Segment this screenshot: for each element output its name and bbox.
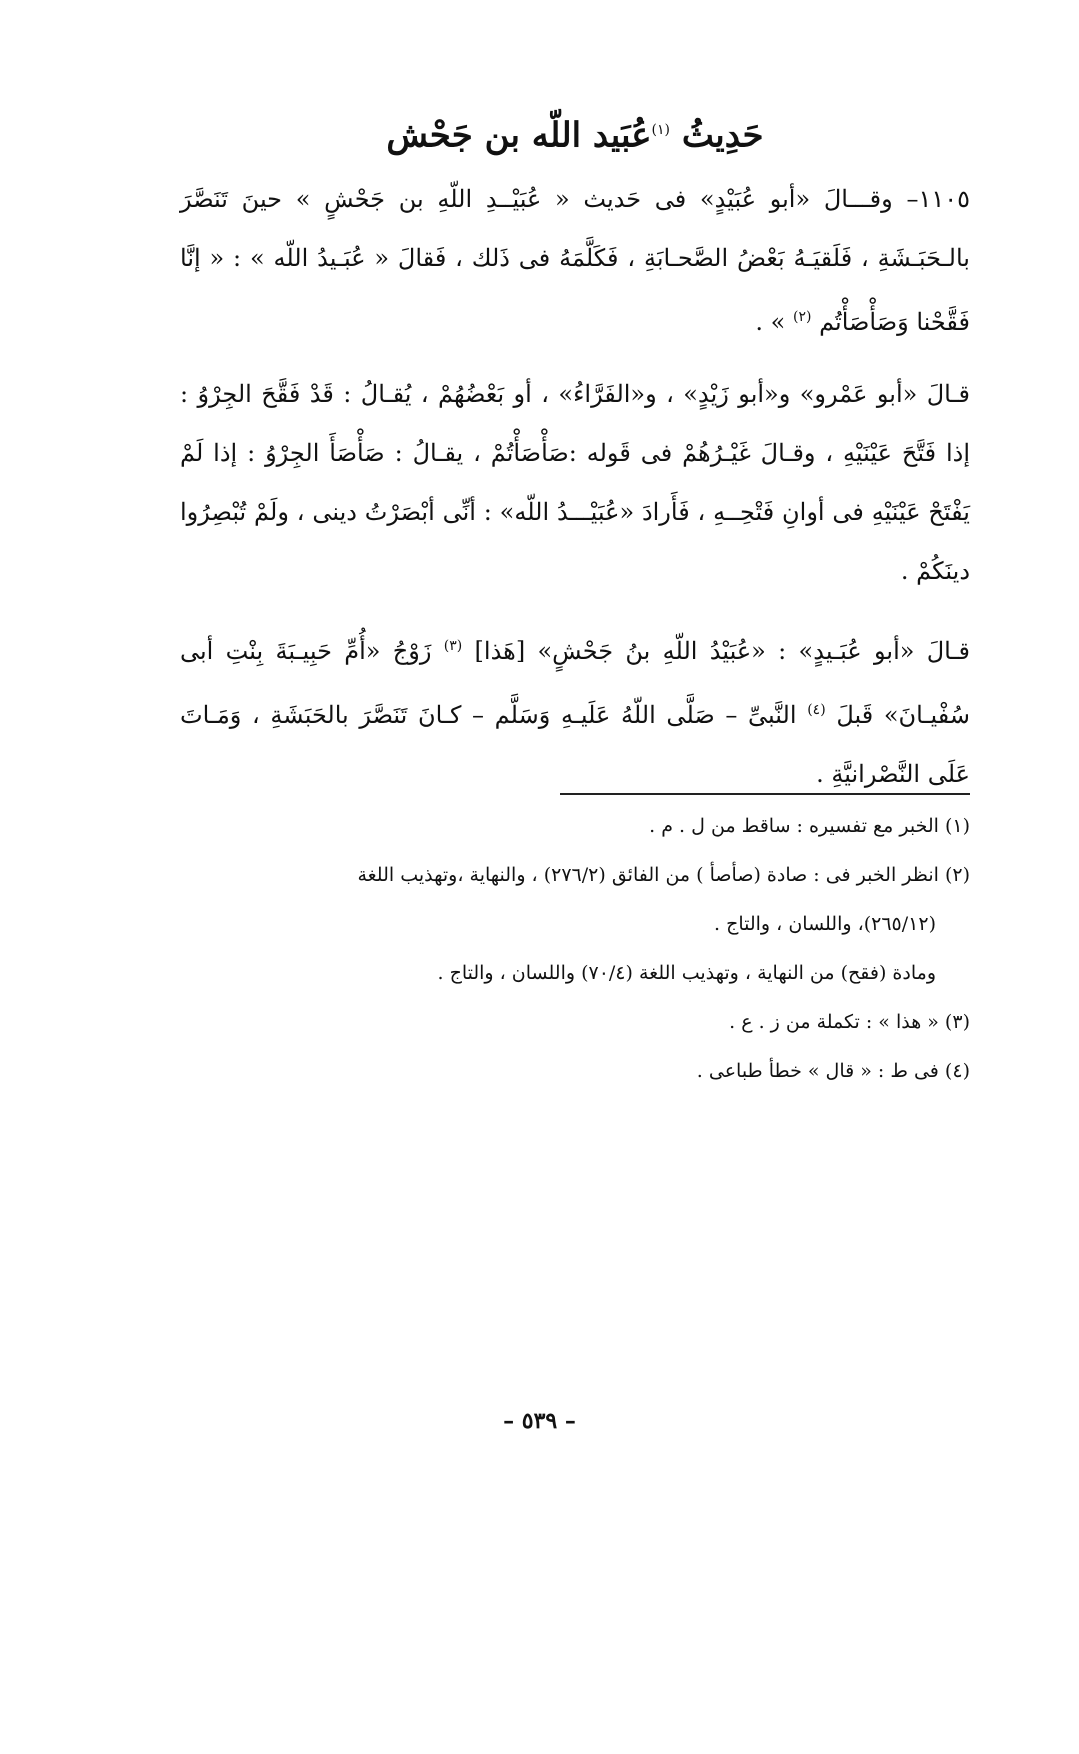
footnote-3: (٣) « هذا » : تكملة من ز . ع . [729,1011,970,1033]
paragraph-1105 [180,170,970,352]
paragraph-3-footnote-ref-3[interactable]: (٣) [443,638,463,654]
page-number: – ٥٣٩ – [503,1408,576,1434]
footnotes-section [180,802,970,1096]
footnote-2-continuation: (٢٦٥/١٢)، واللسان ، والتاج . [714,913,936,935]
paragraph-3-footnote-ref-4[interactable]: (٤) [807,702,826,718]
paragraph-3-text-middle: زَوْجُ «أُمِّ حَبِيـبَةَ بِنْتِ أبى سُفْيـانَ» قَبلَ [180,637,970,729]
footnote-2-addendum: ومادة (فقح) من النهاية ، وتهذيب اللغة (٧٠/٤) واللسان ، والتاج . [437,962,936,984]
paragraph-1-text: ١١٠٥– وقـــالَ «أبو عُبَيْدٍ» فى حَديث « عُبَيْــدِ اللّهِ بن جَحْشٍ » حينَ تَنَصَّرَ بالـحَبَـشَةِ ، فَلَقيَـهُ بَعْضُ الصَّحـابَةِ ، فَكَلَّمَهُ فى ذَلك ، فَقالَ « عُبَـيدُ اللّه » : « إنَّا فَقَّحْنا وَصَأْصَأْتُم [180,185,970,336]
footnote-2: (٢) انظر الخبر فى : صادة (صأصأ ) من الفائق (٢٧٦/٢) ، والنهاية ،وتهذيب اللغة [357,864,970,886]
paragraph-1-tail: » . [755,308,786,336]
title-prefix: حَدِيثُ [681,115,764,156]
paragraph-1-footnote-ref[interactable]: (٢) [792,309,812,325]
footnote-4: (٤) فى ط : « قال » خطأ طباعى . [696,1060,970,1082]
title-footnote-ref[interactable]: (١) [651,122,671,138]
paragraph-2-text: قـالَ «أبو عَمْرو» و«أبو زَيْدٍ» ، و«الفَرَّاءُ» ، أو بَعْضُهُمْ ، يُقـالُ : قَدْ فَقَّحَ الجِرْوُ : إذا فَتَّحَ عَيْنَيْهِ ، وقـالَ غَيْـرُهُمْ فى قَوله :صَأْصَأْتُمْ ، يقـالُ : صَأْصَأَ الجِرْوُ : إذا لَمْ يَفْتَحْ عَيْنَيْهِ فى أوانِ فَتْحِــهِ ، فَأَرادَ «عُبَيْـــدُ اللّه» : أنِّى أبْصَرْتُ دينى ، ولَمْ تُبْصِرُوا دينَكُمْ . [180,380,970,585]
paragraph-abu-ubaid [180,617,970,804]
title-name: عُبَيد اللّه بن جَحْش [386,115,652,156]
paragraph-3-text-before: قـالَ «أبو عُبَـيدٍ» : «عُبَيْدُ اللّهِ بنُ جَحْشٍ» [هَذا] [474,637,970,665]
paragraph-3-text-after: النَّبىِّ – صَلَّى اللّهُ عَلَيـهِ وَسَلَّم – كـانَ تَنَصَّرَ بالحَبَشَةِ ، وَمَـاتَ عَلَى النَّصْرانيَّةِ . [180,701,970,788]
footnote-divider [560,793,970,795]
page-title [180,105,970,160]
footnote-1: (١) الخبر مع تفسيره : ساقط من ل . م . [649,815,970,837]
paragraph-explanation [180,365,970,601]
